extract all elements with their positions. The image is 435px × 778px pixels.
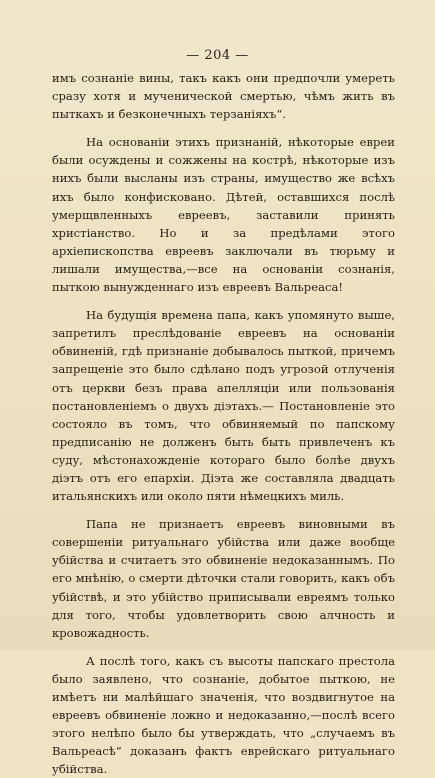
paragraph-continuation: имъ сознаніе вины, такъ какъ они предпочли умереть сразу хотя и мученической смертью, чѣмъ жить въ пыткахъ и безконечныхъ терзаніяхъ“. xyxy=(52,71,395,122)
paragraph-ritual-murder: Папа не признаетъ евреевъ виновными въ совершеніи ритуальнаго убійства или даже вообще убійства и считаетъ это обвиненіе недоказаннымъ. По его мнѣнію, о смерти дѣточки стали говорить, какъ объ убійствѣ, и это убійство приписывали евреямъ только для того, чтобы удовлетворить свою алчность и кровожадность. xyxy=(52,517,395,640)
paragraph-papal-ban: На будущія времена папа, какъ упомянуто выше, запретилъ преслѣдованіе евреевъ на основаніи обвиненій, гдѣ признаніе добывалось пыткой, причемъ запрещеніе это было сдѣлано подъ угрозой отлученія отъ церкви безъ права апелляціи или пользованія постановленіемъ о двухъ діэтахъ.— Постановленіе это состояло въ томъ, что обвиняемый по папскому предписанію не долженъ быть быть привлеченъ къ суду, мѣстонахожденіе котораго было болѣе двухъ діэтъ отъ его епархіи. Діэта же составляла двадцать итальянскихъ или около пяти нѣмецкихъ миль. xyxy=(52,308,395,504)
page-number: — 204 — xyxy=(186,48,249,63)
paragraph-conclusion: А послѣ того, какъ съ высоты папскаго престола было заявлено, что сознаніе, добытое пыткою, не имѣетъ ни малѣйшаго значенія, что воздвигнутое на евреевъ обвиненіе ложно и недоказанно,—послѣ всего этого нелѣпо было бы утверждать, что „случаемъ въ Вальреасѣ“ доказанъ фактъ еврейскаго ритуальнаго убійства. xyxy=(52,653,395,777)
body-text xyxy=(52,69,395,778)
paragraph-confessions: На основаніи этихъ признаній, нѣкоторые евреи были осуждены и сожжены на кострѣ, нѣкоторые изъ нихъ были высланы изъ страны, имущество же всѣхъ ихъ было конфисковано. Дѣтей, оставшихся послѣ умерщвленныхъ евреевъ, заставили принять христіанство. Но и за предѣлами этого архіепископства евреевъ заключали въ тюрьму и лишали имущества,—все на основаніи сознанія, пыткою вынужденнаго изъ евреевъ Вальреаса! xyxy=(52,135,395,295)
